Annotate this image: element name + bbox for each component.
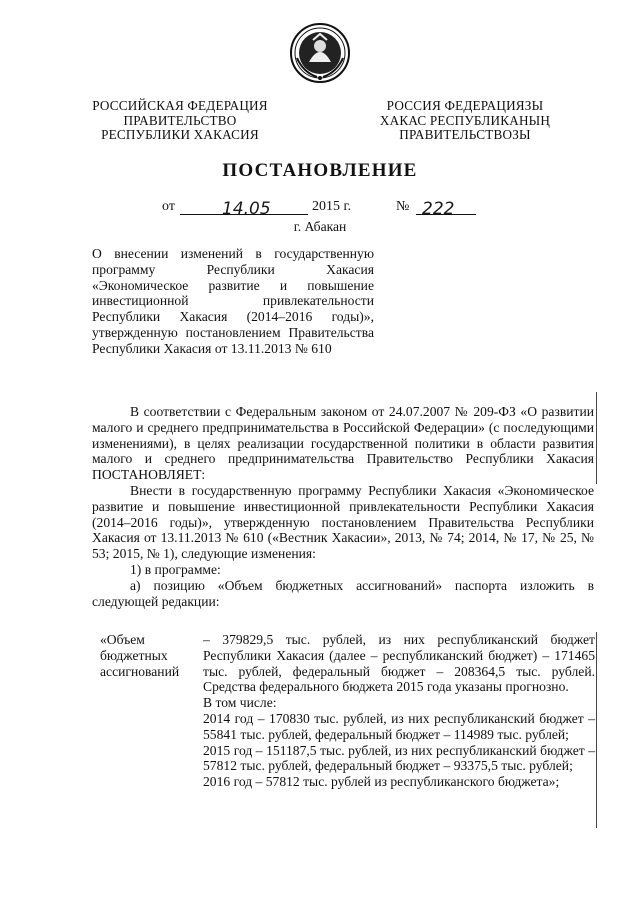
- header-right: РОССИЯ ФЕДЕРАЦИЯЗЫ ХАКАС РЕСПУБЛИКАНЫҢ ПРАВИТЕЛЬСТВОЗЫ: [379, 98, 551, 142]
- body-paragraph-4: а) позицию «Объем бюджетных ассигнований» паспорта изложить в следующей редакции:: [92, 577, 594, 609]
- table-value-2014: 2014 год – 170830 тыс. рублей, из них республиканский бюджет – 55841 тыс. рублей, федеральный бюджет – 114989 тыс. рублей;: [203, 710, 595, 742]
- number-label: №: [396, 199, 410, 214]
- handwritten-number: 222: [422, 199, 455, 219]
- republic-of-khakassia-emblem-icon: [289, 22, 351, 84]
- subject-paragraph: О внесении изменений в государственную программу Республики Хакасия «Экономическое развитие и повышение инвестиционной привлекательности Республики Хакасия (2014–2016 годы)», утвержденную постановлением Правительства Республики Хакасия от 13.11.2013 № 610: [92, 246, 374, 356]
- scan-margin-line: [596, 632, 597, 828]
- body-paragraph-3: 1) в программе:: [130, 561, 221, 577]
- header-left: РОССИЙСКАЯ ФЕДЕРАЦИЯ ПРАВИТЕЛЬСТВО РЕСПУБЛИКИ ХАКАСИЯ: [92, 98, 268, 142]
- document-body: [92, 404, 594, 609]
- table-value-2015: 2015 год – 151187,5 тыс. рублей, из них республиканский бюджет – 57812 тыс. рублей, федеральный бюджет – 93375,5 тыс. рублей;: [203, 742, 595, 774]
- year-label: 2015 г.: [312, 199, 352, 214]
- table-value-total: – 379829,5 тыс. рублей, из них республиканский бюджет Республики Хакасия (далее – республиканский бюджет) – 171465 тыс. рублей, федеральный бюджет – 208364,5 тыс. рублей. Средства федерального бюджета 2015 года указаны прогнозно.: [203, 632, 595, 695]
- scan-margin-line: [596, 392, 597, 484]
- table-value-2016: 2016 год – 57812 тыс. рублей из республиканского бюджета»;: [203, 774, 560, 790]
- date-number-line: [160, 197, 490, 219]
- city-label: г. Абакан: [293, 219, 347, 234]
- date-prefix: от: [162, 199, 175, 214]
- body-paragraph-1: В соответствии с Федеральным законом от 24.07.2007 № 209-ФЗ «О развитии малого и среднего предпринимательства в Российской Федерации» (с последующими изменениями), в целях реализации государственной политики в области развития малого и среднего предпринимательства Правительство Республики Хакасия ПОСТАНОВЛЯЕТ:: [92, 404, 594, 483]
- table-value: [203, 632, 595, 790]
- document-title: ПОСТАНОВЛЕНИЕ: [222, 160, 418, 181]
- body-paragraph-2: Внести в государственную программу Республики Хакасия «Экономическое развитие и повышение инвестиционной привлекательности Республики Хакасия (2014–2016 годы)», утвержденную постановлением Правительства Республики Хакасия от 13.11.2013 № 610 («Вестник Хакасии», 2013, № 74; 2014, № 17, № 25, № 53; 2015, № 1), следующие изменения:: [92, 482, 594, 562]
- handwritten-date: 14.05: [222, 199, 271, 219]
- table-value-including: В том числе:: [203, 695, 277, 711]
- table-label: «Объем бюджетных ассигнований: [100, 632, 180, 679]
